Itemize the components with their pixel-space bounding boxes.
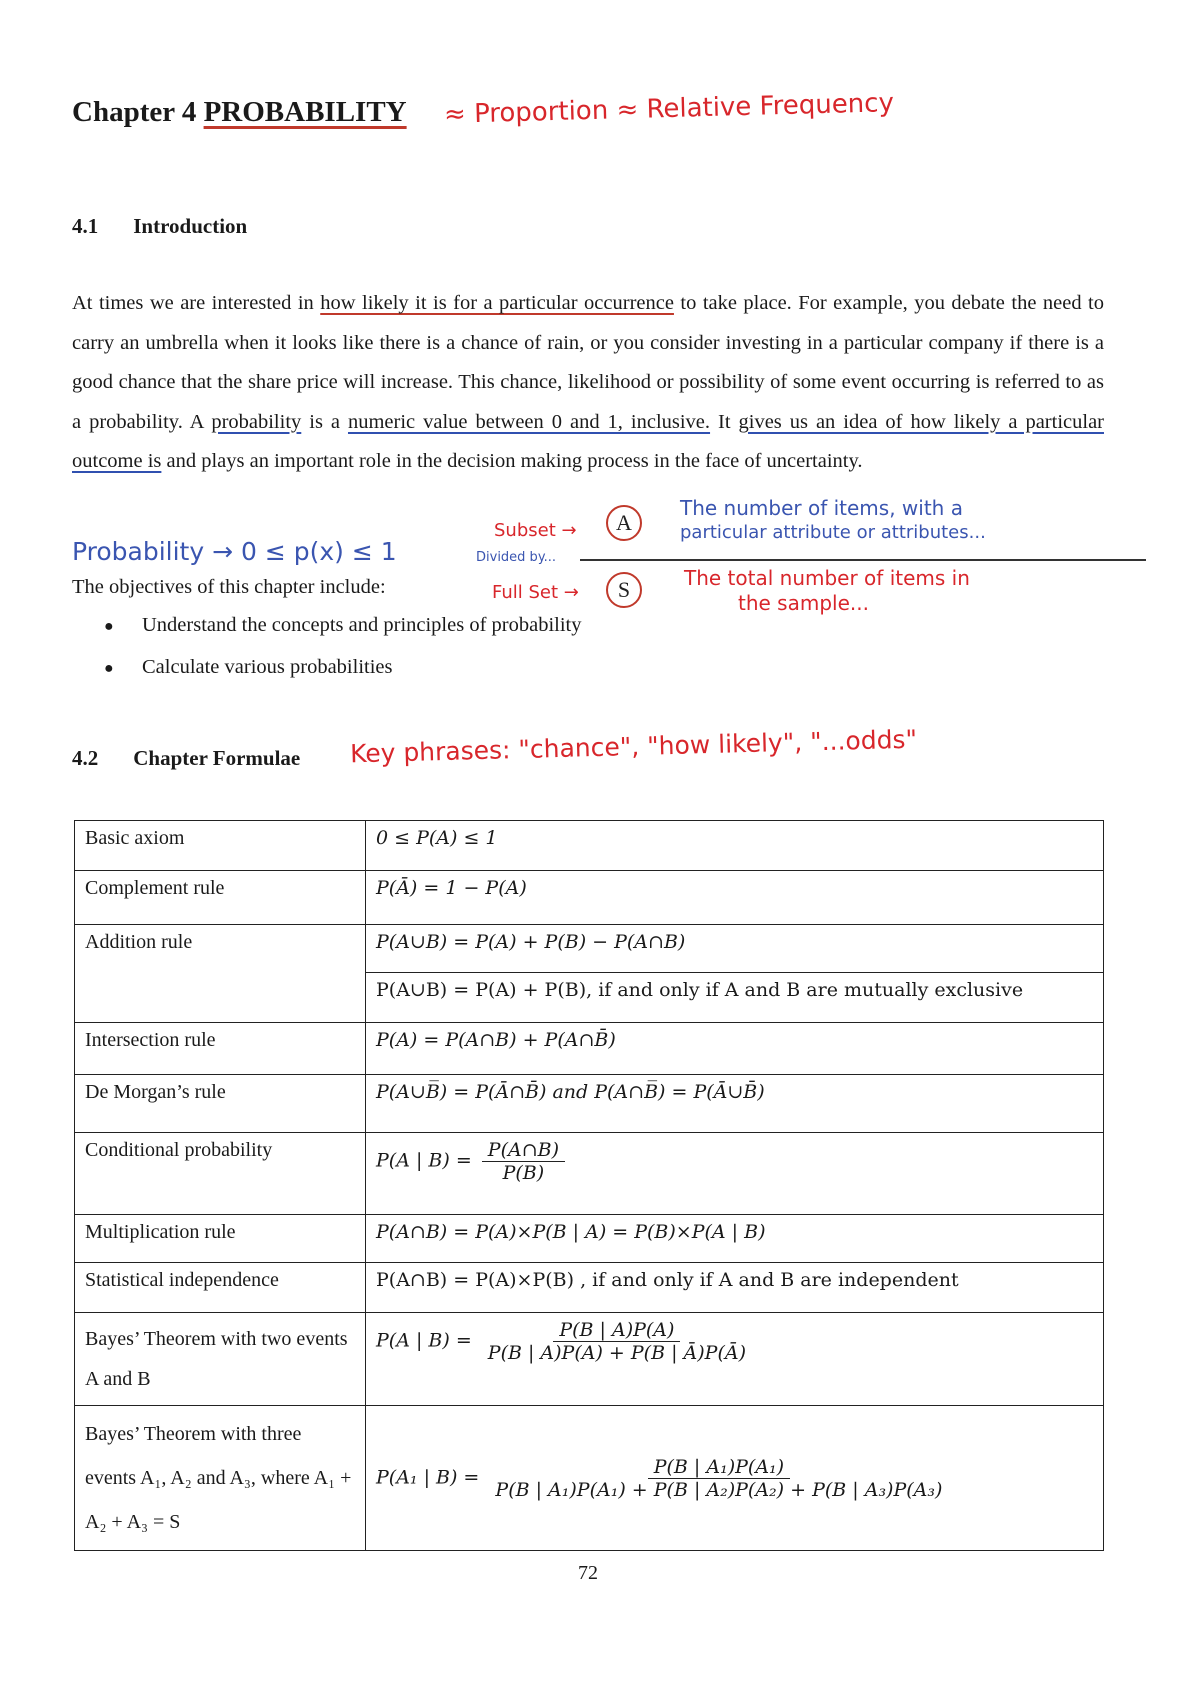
list-item [104, 614, 582, 656]
fraction-numerator: P(A∩B) [482, 1139, 565, 1162]
table-row [75, 1023, 1104, 1075]
fraction [489, 1456, 948, 1501]
formula-table [74, 820, 1104, 1551]
objectives-list [104, 614, 582, 698]
intro-text-underlined: gives us an idea of how likely a particular outcome is [72, 410, 1104, 472]
intro-text-underlined: how likely it is for a particular occurrence [320, 292, 674, 314]
key-phrases-note: Key phrases: "chance", "how likely", "...odds" [349, 724, 918, 769]
fraction [482, 1139, 565, 1184]
table-row [75, 1133, 1104, 1215]
rule-name: Complement rule [75, 871, 366, 925]
section-number: 4.2 [72, 746, 99, 770]
intro-text: and plays an important role in the decision making process in the face of uncertainty. [161, 450, 863, 472]
denominator-note: the sample... [738, 591, 869, 615]
table-row [75, 1075, 1104, 1133]
formula-lhs: P(A | B) = [376, 1329, 472, 1352]
chapter-title [72, 96, 407, 129]
rule-formula: P(A∩B) = P(A)×P(B) , if and only if A and B are independent [366, 1263, 1104, 1313]
rule-name: Multiplication rule [75, 1215, 366, 1263]
fraction [482, 1319, 752, 1364]
numerator-note: The number of items, with a [680, 496, 963, 520]
list-item-text: Calculate various probabilities [142, 656, 393, 678]
rule-formula: P(A∪B̅) = P(Ā∩B̄) and P(A∩B̅) = P(Ā∪B̄) [366, 1075, 1104, 1133]
rule-formula: P(A∪B) = P(A) + P(B) − P(A∩B) [366, 925, 1104, 973]
chapter-word: PROBABILITY [203, 96, 407, 128]
intro-paragraph [72, 284, 1104, 482]
denominator-note: The total number of items in [684, 566, 970, 590]
rule-name: Statistical independence [75, 1263, 366, 1313]
rule-name: Intersection rule [75, 1023, 366, 1075]
intro-text-underlined: probability [211, 410, 302, 433]
rule-formula [366, 1313, 1104, 1406]
table-row [75, 1313, 1104, 1406]
rule-formula [366, 1406, 1104, 1551]
rule-name: Addition rule [75, 925, 366, 1023]
table-row [75, 1215, 1104, 1263]
section-heading-introduction [72, 214, 247, 239]
numerator-note: particular attribute or attributes... [680, 522, 986, 543]
rule-formula: P(A∩B) = P(A)×P(B | A) = P(B)×P(A | B) [366, 1215, 1104, 1263]
intro-text: It [710, 410, 739, 433]
list-item [104, 656, 582, 698]
intro-text: is a [301, 410, 348, 433]
section-title: Introduction [133, 214, 248, 238]
rule-formula: P(Ā) = 1 − P(A) [366, 871, 1104, 925]
fraction-line [580, 559, 1146, 561]
rule-name: Basic axiom [75, 821, 366, 871]
full-set-note: Full Set → [492, 582, 579, 603]
section-heading-formulae [72, 746, 300, 771]
divided-by-note: Divided by... [476, 550, 557, 565]
rule-formula: 0 ≤ P(A) ≤ 1 [366, 821, 1104, 871]
intro-text: to take place. For example, you debate the need to carry an umbrella when it looks like there is a chance of rain, or you consider investing in a particular company if there is a good chance that the share price will increase. This chance, likelihood or possibility of some event occurring is referred to as a probability. A [72, 292, 1104, 433]
probability-range-note: Probability → 0 ≤ p(x) ≤ 1 [72, 537, 397, 566]
fraction-denominator: P(B | A)P(A) + P(B | Ā)P(Ā) [487, 1342, 746, 1364]
bullet-icon: ● [104, 660, 114, 677]
rule-name: Bayes’ Theorem with three events A₁, A₂ and A₃, where A₁ + A₂ + A₃ = S [75, 1406, 366, 1551]
rule-name: De Morgan’s rule [75, 1075, 366, 1133]
objectives-lead: The objectives of this chapter include: [72, 576, 386, 598]
chapter-prefix: Chapter 4 [72, 96, 197, 128]
fraction-denominator: P(B) [502, 1162, 545, 1184]
chapter-annotation: ≈ Proportion ≈ Relative Frequency [443, 88, 895, 130]
section-number: 4.1 [72, 214, 99, 238]
rule-formula: P(A∪B) = P(A) + P(B), if and only if A and B are mutually exclusive [366, 973, 1104, 1023]
subset-circle: A [606, 505, 642, 541]
intro-text: At times we are interested in [72, 292, 321, 314]
fraction-numerator: P(B | A₁)P(A₁) [648, 1456, 790, 1479]
rule-name: Bayes’ Theorem with two events A and B [75, 1313, 366, 1406]
fraction-denominator: P(B | A₁)P(A₁) + P(B | A₂)P(A₂) + P(B | A₃)P(A₃) [495, 1478, 943, 1501]
formula-lhs: P(A₁ | B) = [376, 1466, 480, 1488]
table-row [75, 821, 1104, 871]
page-number: 72 [578, 1562, 598, 1584]
subset-note: Subset → [494, 520, 577, 541]
rule-name: Conditional probability [75, 1133, 366, 1215]
rule-formula: P(A) = P(A∩B) + P(A∩B̄) [366, 1023, 1104, 1075]
list-item-text: Understand the concepts and principles of probability [142, 614, 582, 636]
table-row [75, 871, 1104, 925]
table-row [75, 925, 1104, 973]
bullet-icon: ● [104, 618, 114, 635]
formula-lhs: P(A | B) = [376, 1149, 472, 1172]
section-title: Chapter Formulae [133, 746, 301, 770]
full-set-circle: S [606, 572, 642, 608]
fraction-numerator: P(B | A)P(A) [553, 1319, 680, 1342]
rule-formula [366, 1133, 1104, 1215]
table-row [75, 1406, 1104, 1551]
intro-text-underlined: numeric value between 0 and 1, inclusive. [347, 410, 711, 433]
table-row [75, 1263, 1104, 1313]
